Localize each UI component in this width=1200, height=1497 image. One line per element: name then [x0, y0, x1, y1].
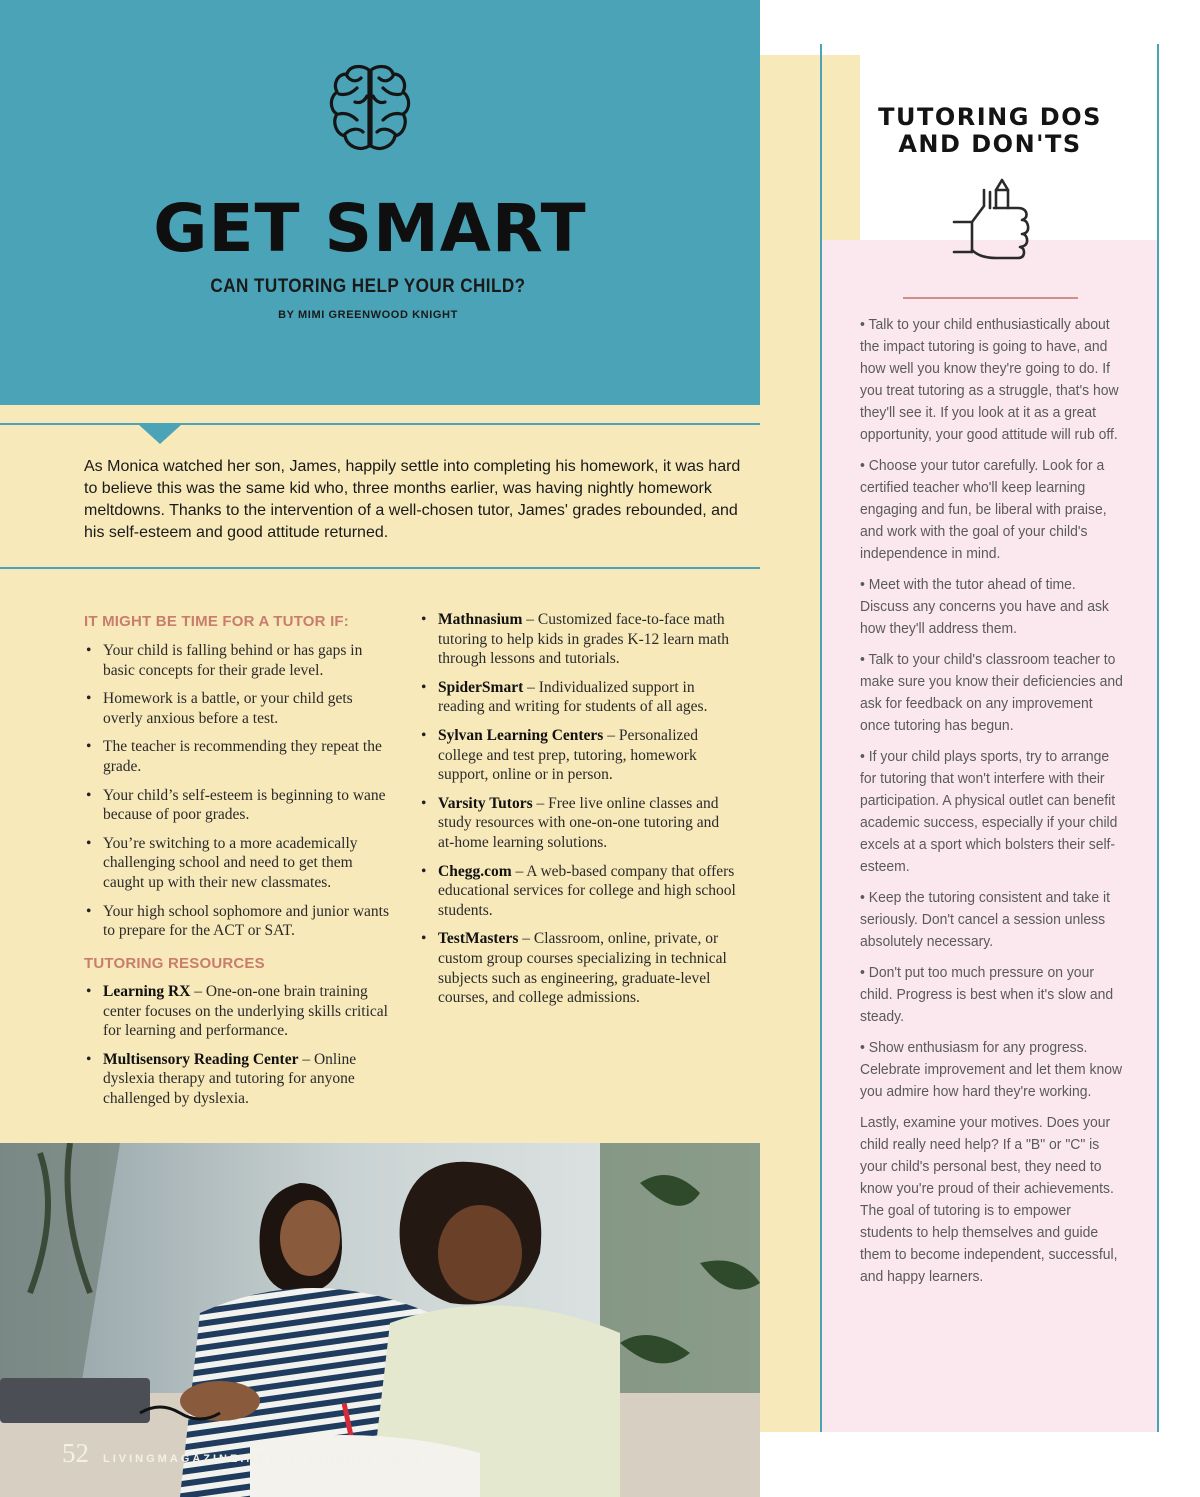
resource-name: Chegg.com	[438, 862, 512, 880]
resource-name: SpiderSmart	[438, 678, 524, 696]
page-footer	[62, 1438, 425, 1469]
resource-desc: – Classroom, online, private, or custom group courses specializing in technical subjects such as engineering, graduate-level courses, and college admissions.	[438, 930, 727, 1007]
resource-desc: – Personalized college and test prep, tutoring, homework support, online or in person.	[438, 726, 699, 784]
divider-mid	[0, 567, 760, 569]
page-number: 52	[62, 1438, 89, 1468]
resources-list-left	[84, 982, 394, 1118]
resource-name: TestMasters	[438, 930, 519, 948]
header-block	[0, 0, 760, 405]
resource-name: Multisensory Reading Center	[103, 1050, 299, 1068]
tip-item: • Choose your tutor carefully. Look for a certified teacher who'll keep learning engaging and fun, be liberal with praise, and work with the goal of your child's independence in mind.	[860, 457, 1107, 562]
resource-name: Mathnasium	[438, 611, 523, 628]
sidebar-divider	[903, 297, 1078, 299]
tip-item: • If your child plays sports, try to arrange for tutoring that won't interfere with their participation. A physical outlet can benefit academic success, especially if your child excels at a sport which bolsters their self-esteem.	[860, 748, 1118, 875]
list-item: • Homework is a battle, or your child gets overly anxious before a test.	[84, 689, 394, 728]
tip-item: • Don't put too much pressure on your child. Progress is best when it's slow and steady.	[860, 964, 1114, 1025]
resource-desc: – One-on-one brain training center focuses on the underlying skills critical for learning and performance.	[103, 983, 388, 1040]
tip-closing: Lastly, examine your motives. Does your child really need help? If a "B" or "C" is your child's personal best, they need to know you're proud of their achievements. The goal of tutoring is to empower students to help themselves and guide them to become independent, successful, and happy learners.	[860, 1114, 1118, 1285]
resources-heading: TUTORING RESOURCES	[84, 955, 265, 972]
list-item: • Your child is falling behind or has gaps in basic concepts for their grade level.	[84, 641, 394, 680]
resource-desc: – Individualized support in reading and writing for students of all ages.	[438, 678, 708, 716]
resource-item	[419, 610, 737, 669]
tip-item: • Talk to your child enthusiastically about the impact tutoring is going to have, and how well you know they're going to do. If you treat tutoring as a struggle, that's how they'll see it. If you look at it as a great opportunity, your good attitude will rub off.	[860, 316, 1119, 443]
tip-item: • Talk to your child's classroom teacher to make sure you know their deficiencies and ask for feedback on any improvement once tutoring has begun.	[860, 651, 1123, 734]
resource-desc: – Online dyslexia therapy and tutoring for anyone challenged by dyslexia.	[103, 1050, 357, 1107]
list-item: • The teacher is recommending they repeat the grade.	[84, 737, 394, 776]
resource-name: Sylvan Learning Centers	[438, 726, 604, 744]
resource-item	[84, 982, 394, 1041]
resource-desc: – Free live online classes and study resources with one-on-one tutoring and at-home learning solutions.	[438, 794, 720, 851]
resource-item	[419, 794, 737, 853]
tip-item: • Meet with the tutor ahead of time. Discuss any concerns you have and ask how they'll address them.	[860, 576, 1109, 637]
byline: BY MIMI GREENWOOD KNIGHT	[278, 309, 458, 321]
page-title: GET SMART	[153, 190, 587, 267]
footer-separator: |	[291, 1451, 295, 1466]
divider-top	[0, 423, 760, 425]
sidebar-border-right	[1157, 44, 1159, 1432]
sidebar-border-left	[820, 44, 822, 1432]
thumbs-up-pencil-icon	[950, 178, 1032, 264]
list-item: • Your high school sophomore and junior wants to prepare for the ACT or SAT.	[84, 902, 394, 941]
resource-item	[419, 678, 737, 717]
signs-heading: IT MIGHT BE TIME FOR A TUTOR IF:	[84, 613, 349, 630]
tip-item: • Keep the tutoring consistent and take it seriously. Don't cancel a session unless absolutely necessary.	[860, 889, 1110, 950]
page-subtitle: CAN TUTORING HELP YOUR CHILD?	[210, 276, 526, 297]
resource-name: Learning RX	[103, 983, 191, 1000]
resource-desc: – A web-based company that offers educational services for college and high school students.	[438, 862, 736, 919]
tip-item: • Show enthusiasm for any progress. Celebrate improvement and let them know you admire how hard they're working.	[860, 1039, 1123, 1100]
divider-pointer	[138, 424, 182, 444]
site-name: LIVINGMAGAZINE.NET	[103, 1453, 278, 1465]
resource-item	[419, 862, 737, 921]
resource-desc: – Customized face-to-face math tutoring to help kids in grades K-12 learn math through lessons and tutorials.	[438, 611, 729, 668]
issue-date: january 2021	[308, 1450, 425, 1466]
brain-icon	[327, 62, 413, 154]
resource-item	[419, 726, 737, 785]
signs-list	[84, 641, 394, 950]
tips-list	[860, 314, 1125, 1297]
resource-item	[419, 929, 737, 1007]
resources-list-right	[419, 610, 737, 1017]
list-item: • You’re switching to a more academically challenging school and need to get them caught up with their new classmates.	[84, 834, 394, 893]
intro-paragraph: As Monica watched her son, James, happily settle into completing his homework, it was hard to believe this was the same kid who, three months earlier, was having nightly homework meltdowns. Thanks to the intervention of a well-chosen tutor, James' grades rebounded, and his self-esteem and good attitude returned.	[84, 458, 741, 541]
resource-name: Varsity Tutors	[438, 794, 533, 812]
list-item: • Your child’s self-esteem is beginning to wane because of poor grades.	[84, 786, 394, 825]
resource-item	[84, 1050, 394, 1109]
sidebar-title: TUTORING DOS AND DON'TS	[878, 103, 1102, 158]
